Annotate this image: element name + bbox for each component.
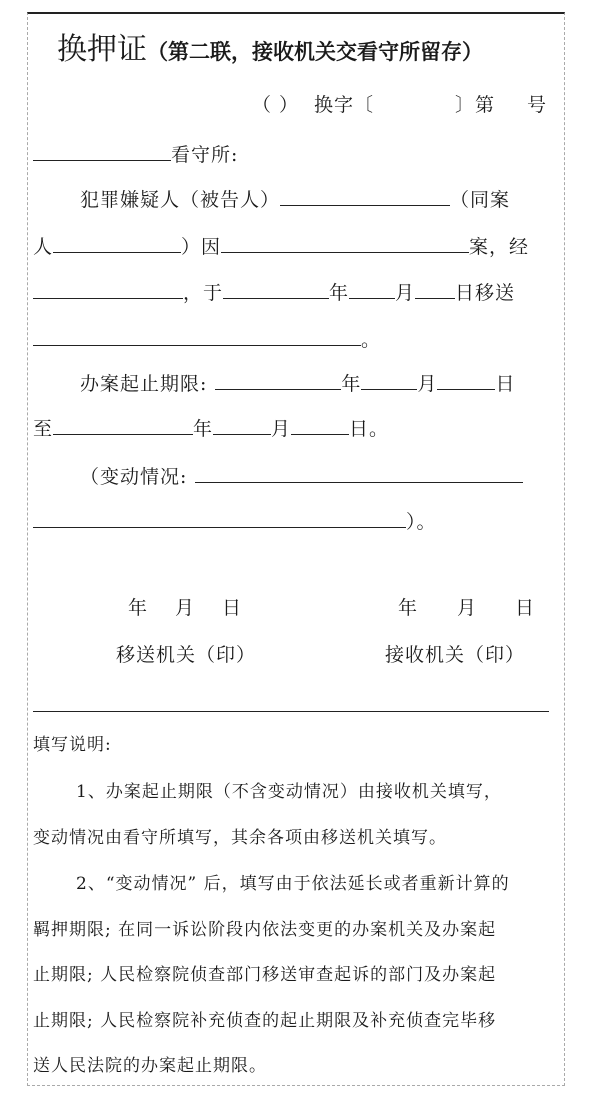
- label-yu: ，于: [183, 282, 224, 304]
- form-title: [57, 30, 483, 74]
- note-1-line-2: 变动情况由看守所填写，其余各项由移送机关填写。: [33, 828, 447, 848]
- label-tongan: （同案: [450, 189, 511, 211]
- receiver-seal-label: 接收机关（印）: [385, 644, 526, 666]
- transfer-year-blank: [223, 278, 329, 299]
- change-blank-2: [33, 507, 406, 528]
- detention-center-blank: [33, 140, 171, 161]
- note-2-line-3: 止期限; 人民检察院侦查部门移送审查起诉的部门及办案起: [33, 965, 497, 985]
- start-month-blank: [361, 369, 417, 390]
- line-detention-center: [33, 140, 238, 166]
- notes-heading: 填写说明:: [33, 735, 112, 755]
- line-case: [33, 232, 529, 258]
- left-date-month: 月: [175, 597, 196, 619]
- header-bracket: 〕第: [455, 94, 496, 116]
- divider-line: [33, 711, 549, 712]
- label-nian-3: 年: [193, 418, 214, 440]
- label-yue-1: 月: [395, 282, 416, 304]
- label-change: （变动情况:: [80, 466, 188, 488]
- recipient-blank: [33, 325, 361, 346]
- start-day-blank: [437, 369, 495, 390]
- suspect-name-blank: [280, 185, 450, 206]
- label-yue-2: 月: [417, 373, 438, 395]
- label-suspect: 犯罪嫌疑人（被告人）: [80, 189, 281, 211]
- note-1-line-1: 1、办案起止期限（不含变动情况）由接收机关填写，: [76, 782, 502, 802]
- label-yue-3: 月: [271, 418, 292, 440]
- note-2-line-4: 止期限; 人民检察院补充侦查的起止期限及补充侦查完毕移: [33, 1011, 497, 1031]
- label-an-jing: 案，经: [469, 236, 530, 258]
- label-change-end: ）。: [406, 511, 437, 533]
- line-period-end: [33, 414, 389, 440]
- line-suspect: [80, 185, 510, 211]
- right-date-month: 月: [457, 597, 478, 619]
- line-transfer-date: [33, 278, 515, 304]
- sender-seal-label: 移送机关（印）: [116, 644, 257, 666]
- transfer-month-blank: [349, 278, 395, 299]
- label-zhi: 至: [33, 418, 54, 440]
- approver-blank: [33, 278, 183, 299]
- header-huan: 换字〔: [314, 94, 375, 116]
- line-change: [80, 462, 523, 488]
- label-qizhi: 办案起止期限:: [80, 373, 208, 395]
- right-date-year: 年: [398, 597, 419, 619]
- title-sub: （第二联，接收机关交看守所留存）: [147, 40, 483, 64]
- line-recipient: [33, 325, 381, 351]
- label-ri-2: 日: [495, 373, 516, 395]
- line-period-start: [80, 369, 515, 395]
- note-2-line-1: 2、“变动情况” 后，填写由于依法延长或者重新计算的: [76, 874, 510, 894]
- right-date-day: 日: [515, 597, 536, 619]
- left-date-day: 日: [222, 597, 243, 619]
- label-ri-end: 日。: [349, 418, 390, 440]
- transfer-day-blank: [415, 278, 455, 299]
- label-nian-2: 年: [341, 373, 362, 395]
- label-ren: 人: [33, 236, 54, 258]
- note-2-line-5: 送人民法院的办案起止期限。: [33, 1056, 267, 1076]
- left-date-year: 年: [128, 597, 149, 619]
- change-blank-1: [195, 462, 523, 483]
- label-nian-1: 年: [329, 282, 350, 304]
- header-hao: 号: [527, 94, 548, 116]
- label-ri-yisong: 日移送: [455, 282, 516, 304]
- label-yin: ）因: [181, 236, 222, 258]
- start-year-blank: [215, 369, 341, 390]
- end-year-blank: [53, 414, 193, 435]
- line-change-2: [33, 507, 437, 533]
- end-day-blank: [291, 414, 349, 435]
- end-month-blank: [213, 414, 271, 435]
- title-main: 换押证: [57, 32, 147, 67]
- note-2-line-2: 羁押期限; 在同一诉讼阶段内依法变更的办案机关及办案起: [33, 920, 497, 940]
- label-period-end: 。: [361, 329, 382, 351]
- header-paren: （ ）: [252, 94, 300, 116]
- charge-blank: [221, 232, 469, 253]
- label-kanshousuo: 看守所:: [171, 144, 239, 166]
- co-defendant-blank: [53, 232, 181, 253]
